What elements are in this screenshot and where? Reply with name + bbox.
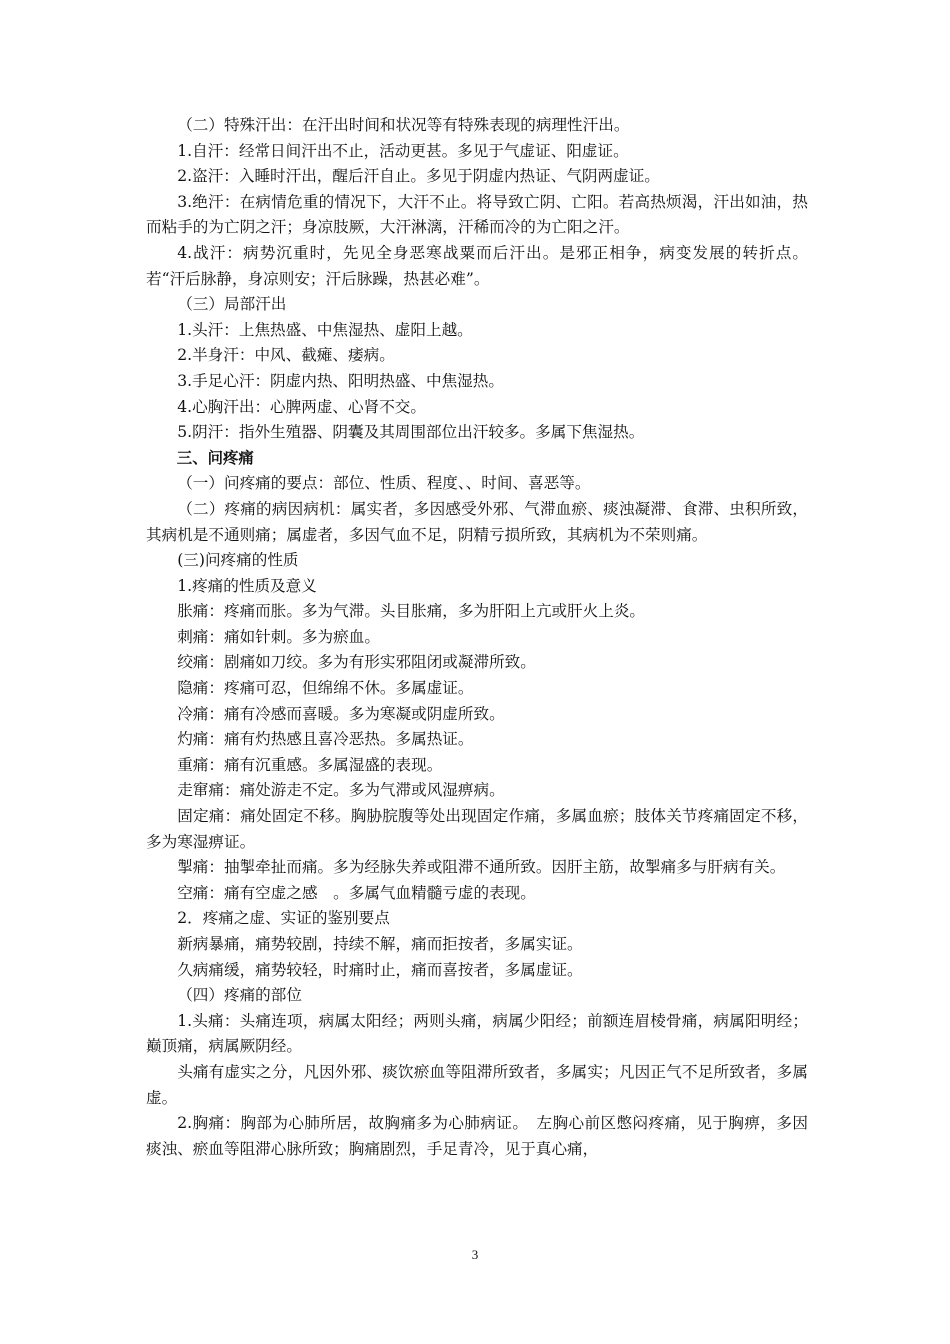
paragraph: （二）疼痛的病因病机：属实者，多因感受外邪、气滞血瘀、痰浊凝滞、食滞、虫积所致，其病机是不通则痛；属虚者，多因气血不足，阴精亏损所致，其病机为不荣则痛。 [146, 499, 808, 544]
paragraph: 1.头痛：头痛连项，病属太阳经；两则头痛，病属少阳经；前额连眉棱骨痛，病属阳明经；巅顶痛，病属厥阴经。 [146, 1011, 808, 1056]
paragraph: 新病暴痛，痛势较剧，持续不解，痛而拒按者，多属实证。 [177, 935, 583, 953]
paragraph: 4.心胸汗出：心脾两虚、心肾不交。 [177, 397, 426, 416]
section-heading: 三、问疼痛 [176, 448, 254, 467]
paragraph: 重痛：痛有沉重感。多属湿盛的表现。 [177, 755, 443, 774]
paragraph: 刺痛：痛如针刺。多为瘀血。 [177, 627, 380, 646]
paragraph: 空痛：痛有空虚之感 。多属气血精髓亏虚的表现。 [177, 883, 536, 902]
paragraph: 1.疼痛的性质及意义 [177, 576, 317, 595]
paragraph: 5.阴汗：指外生殖器、阴囊及其周围部位出汗较多。多属下焦湿热。 [177, 423, 645, 442]
paragraph: 2.盗汗：入睡时汗出，醒后汗自止。多见于阴虚内热证、气阴两虚证。 [177, 167, 660, 186]
paragraph: （三）局部汗出 [177, 295, 287, 314]
paragraph: （一）问疼痛的要点：部位、性质、程度、、时间、喜恶等。 [177, 474, 591, 493]
paragraph: 2.半身汗：中风、截瘫、痿病。 [177, 346, 395, 365]
page-number: 3 [471, 1247, 479, 1262]
paragraph: 灼痛：痛有灼热感且喜冷恶热。多属热证。 [177, 730, 474, 749]
paragraph: 久病痛缓，痛势较轻，时痛时止，痛而喜按者，多属虚证。 [177, 960, 583, 979]
paragraph: 隐痛：疼痛可忍，但绵绵不休。多属虚证。 [177, 679, 474, 698]
paragraph: （四）疼痛的部位 [177, 986, 302, 1005]
paragraph: 头痛有虚实之分，凡因外邪、痰饮瘀血等阻滞所致者，多属实；凡因正气不足所致者，多属虚。 [146, 1062, 808, 1107]
paragraph: 2.胸痛：胸部为心肺所居，故胸痛多为心肺病证。 左胸心前区憋闷疼痛，见于胸痹，多因痰浊、瘀血等阻滞心脉所致；胸痛剧烈，手足青冷，见于真心痛， [146, 1114, 808, 1158]
document-body [146, 113, 808, 1162]
paragraph: (三)问疼痛的性质 [177, 551, 299, 570]
paragraph: 走窜痛：痛处游走不定。多为气滞或风湿痹病。 [177, 781, 505, 800]
paragraph: 胀痛：疼痛而胀。多为气滞。头目胀痛，多为肝阳上亢或肝火上炎。 [177, 602, 646, 621]
paragraph: 固定痛：痛处固定不移。胸胁脘腹等处出现固定作痛，多属血瘀；肢体关节疼痛固定不移，多为寒湿痹证。 [146, 807, 808, 851]
paragraph: 1.头汗：上焦热盛、中焦湿热、虚阳上越。 [177, 320, 473, 339]
paragraph: 掣痛：抽掣牵扯而痛。多为经脉失养或阻滞不通所致。因肝主筋，故掣痛多与肝病有关。 [177, 858, 786, 877]
paragraph: 3.手足心汗：阴虚内热、阳明热盛、中焦湿热。 [177, 371, 504, 390]
paragraph: 2．疼痛之虚、实证的鉴别要点 [177, 909, 390, 928]
paragraph: 1.自汗：经常日间汗出不止，活动更甚。多见于气虚证、阳虚证。 [177, 141, 629, 160]
paragraph: 绞痛：剧痛如刀绞。多为有形实邪阻闭或凝滞所致。 [177, 653, 536, 672]
paragraph: （二）特殊汗出：在汗出时间和状况等有特殊表现的病理性汗出。 [177, 116, 630, 134]
paragraph: 冷痛：痛有冷感而喜暖。多为寒凝或阴虚所致。 [177, 704, 505, 723]
paragraph: 4.战汗：病势沉重时，先见全身恶寒战粟而后汗出。是邪正相争，病变发展的转折点。若“汗后脉静，身凉则安；汗后脉躁，热甚必难”。 [146, 243, 808, 288]
paragraph: 3.绝汗：在病情危重的情况下，大汗不止。将导致亡阴、亡阳。若高热烦渴，汗出如油，热而粘手的为亡阴之汗；身凉肢厥，大汗淋漓，汗稀而冷的为亡阳之汗。 [146, 192, 808, 237]
